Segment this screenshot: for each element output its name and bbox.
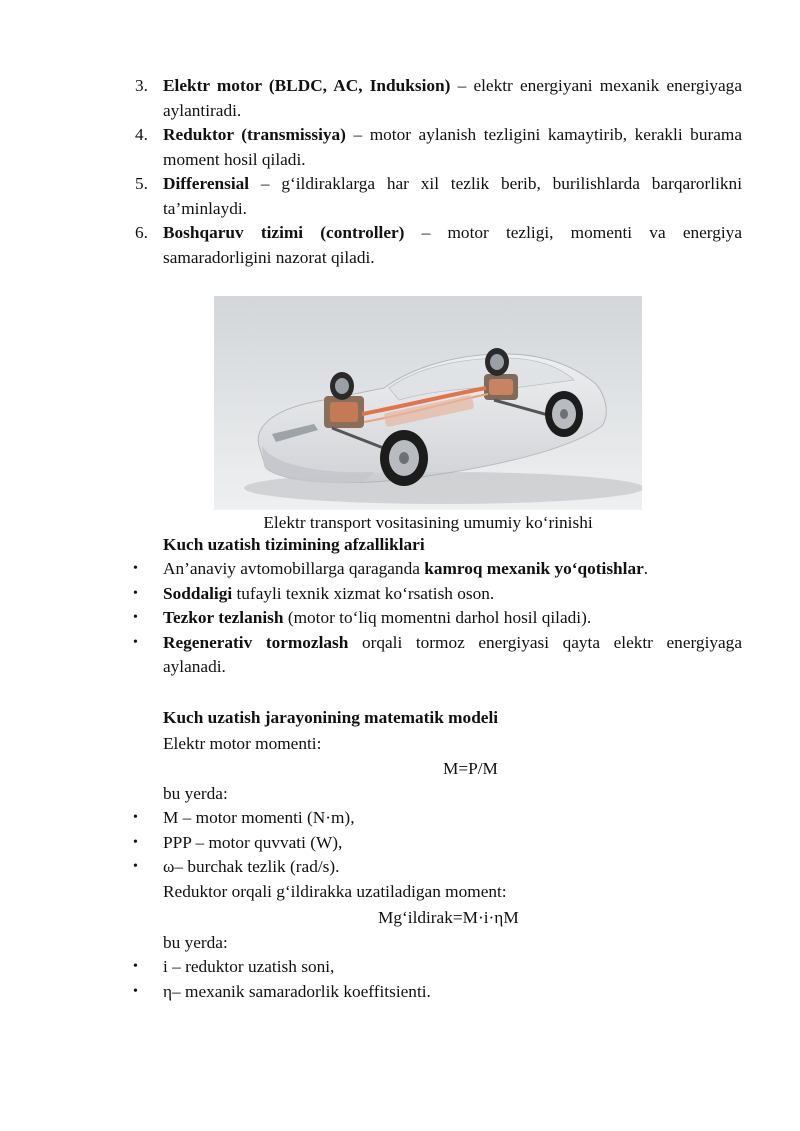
list-item [135, 172, 742, 221]
definitions-list [130, 806, 742, 880]
definition-text: i – reduktor uzatish soni, [163, 957, 335, 976]
list-number: 3. [135, 76, 148, 95]
list-item [130, 955, 742, 980]
wheel-moment-intro: Reduktor orqali g‘ildirakka uzatiladigan moment: [163, 882, 507, 901]
item-bold: Tezkor tezlanish [163, 608, 284, 627]
list-item [130, 980, 742, 1005]
numbered-list [135, 74, 742, 270]
item-text: An’anaviy avtomobillarga qaraganda [163, 559, 425, 578]
item-bold: Regenerativ tormozlash [163, 632, 349, 652]
advantages-heading: Kuch uzatish tizimining afzalliklari [163, 535, 425, 554]
motor-moment-intro: Elektr motor momenti: [163, 734, 322, 753]
item-text: tufayli texnik xizmat ko‘rsatish oson. [232, 583, 495, 603]
list-number: 4. [135, 125, 148, 144]
formula-moment: M=P/M [443, 759, 498, 778]
list-item [130, 582, 742, 607]
term: Differensial [163, 174, 250, 193]
list-item [135, 221, 742, 270]
list-number: 5. [135, 174, 148, 193]
bullet: • [133, 810, 138, 825]
definition: – elektr energiyani mexanik energiyaga aylantiradi. [163, 76, 742, 120]
wheel-front-far [330, 372, 354, 400]
electric-car-figure [214, 296, 642, 510]
list-item [135, 74, 742, 123]
where-label: bu yerda: [163, 933, 228, 952]
list-item [135, 123, 742, 172]
bullet: • [133, 959, 138, 974]
term: Boshqaruv tizimi (controller) [163, 223, 405, 242]
list-item [130, 806, 742, 831]
definition: – g‘ildiraklarga har xil tezlik berib, burilishlarda barqarorlikni ta’minlaydi. [163, 174, 742, 218]
bullet: • [133, 585, 138, 601]
item-text: . [643, 559, 649, 578]
definition-text: PPP – motor quvvati (W), [163, 832, 343, 852]
definition: – motor aylanish tezligini kamaytirib, kerakli burama moment hosil qiladi. [163, 125, 742, 169]
bullet: • [133, 859, 138, 874]
bullet: • [133, 634, 138, 650]
bullet: • [133, 610, 138, 625]
where-label: bu yerda: [163, 784, 228, 803]
advantages-list [130, 557, 742, 680]
item-bold: Soddaligi [163, 583, 233, 603]
definition-text: M – motor momenti (N·m), [163, 808, 355, 827]
definition-text: η– mexanik samaradorlik koeffitsienti. [163, 981, 431, 1001]
list-item [130, 855, 742, 880]
wheel-front [380, 430, 428, 486]
item-bold: kamroq mexanik yo‘qotishlar [424, 559, 644, 578]
definition-text: ω– burchak tezlik (rad/s). [163, 857, 340, 876]
list-item [130, 831, 742, 856]
figure-caption: Elektr transport vositasining umumiy ko‘rinishi [263, 513, 593, 532]
wheel-rear [545, 391, 583, 437]
list-item [130, 631, 742, 680]
list-number: 6. [135, 223, 148, 242]
item-text: (motor to‘liq momentni darhol hosil qiladi). [283, 608, 592, 627]
wheel-rear-far [485, 348, 509, 376]
list-item [130, 606, 742, 631]
definitions-list [130, 955, 742, 1004]
bullet: • [133, 834, 138, 850]
list-item [130, 557, 742, 582]
item-text: orqali tormoz energiyasi qayta elektr energiyaga aylanadi. [163, 632, 742, 676]
bullet: • [133, 561, 138, 576]
formula-wheel-moment: Mg‘ildirak=M·i·ηM [378, 908, 519, 927]
term: Reduktor (transmissiya) [163, 125, 346, 144]
term: Elektr motor (BLDC, AC, Induksion) [163, 76, 451, 95]
definition: – motor tezligi, momenti va energiya samaradorligini nazorat qiladi. [163, 223, 742, 267]
math-model-heading: Kuch uzatish jarayonining matematik modeli [163, 708, 499, 727]
bullet: • [133, 983, 138, 999]
